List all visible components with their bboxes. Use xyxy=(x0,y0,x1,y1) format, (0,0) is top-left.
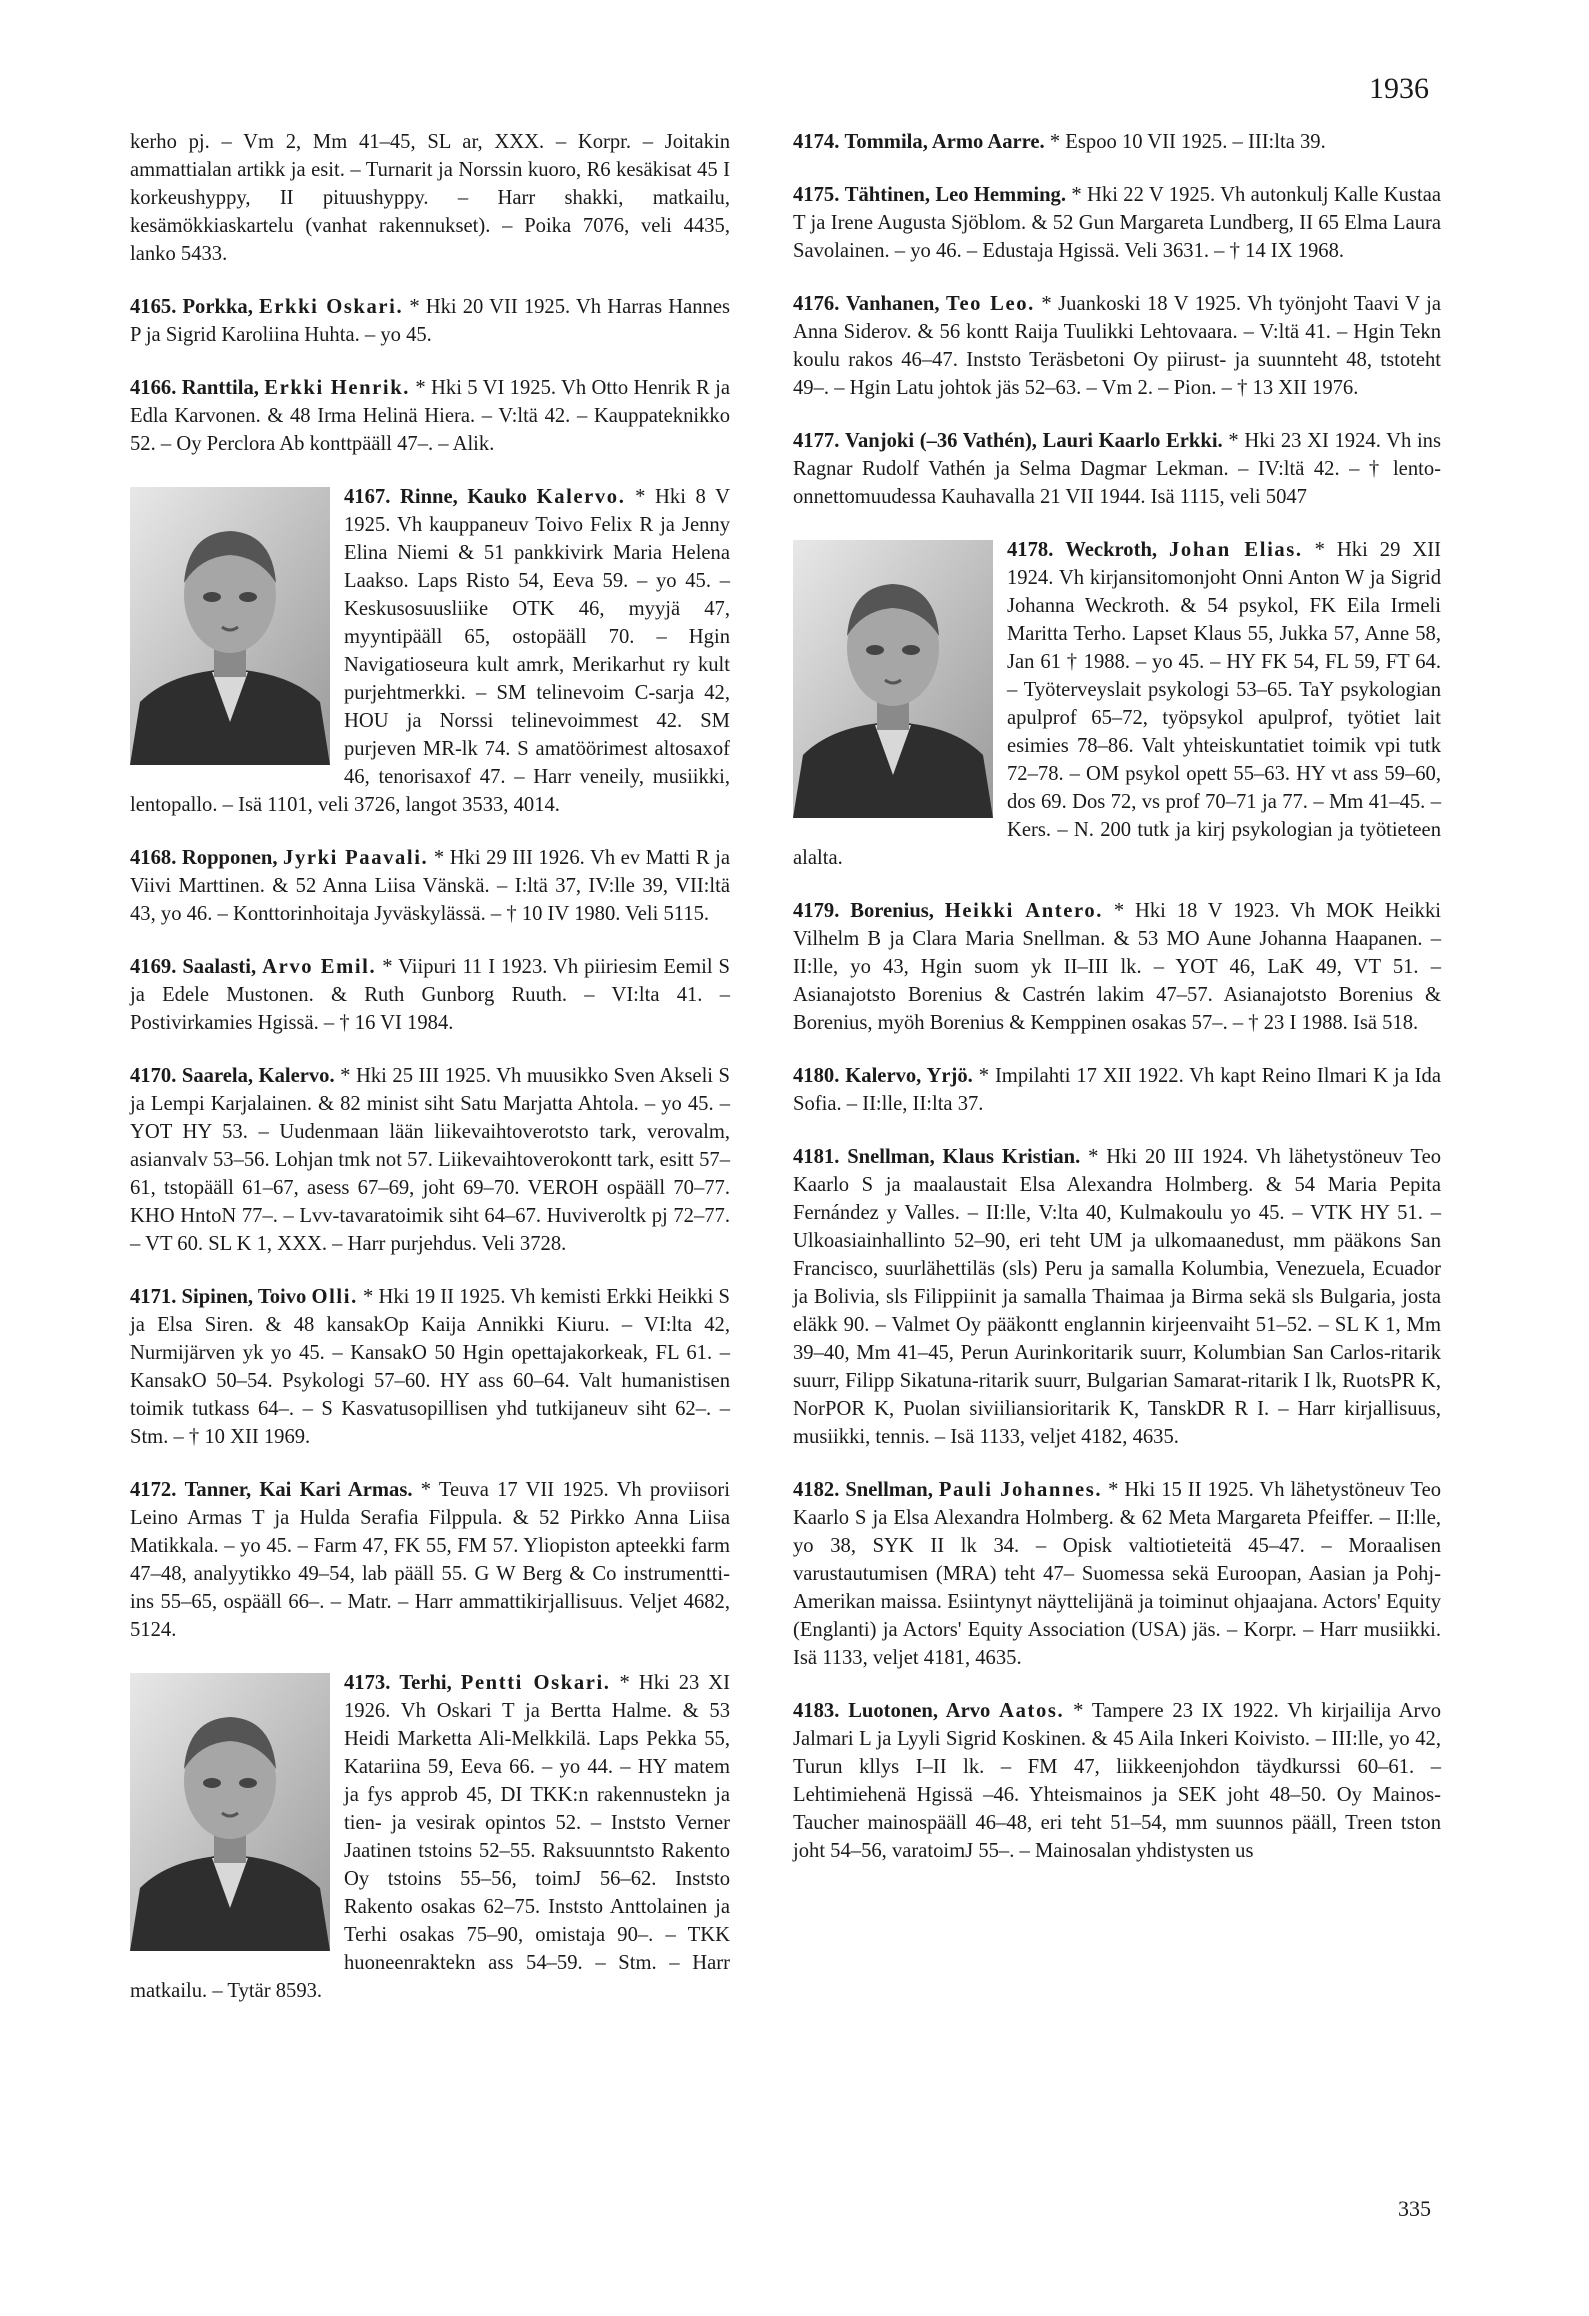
entry-text: * Hki 23 XI 1924. Vh ins Ragnar Rudolf Vathén ja Selma Dagmar Lekman. – IV:ltä 42. – † lento-onnettomuudessa Kauhavalla 21 VII 1944. Isä 1115, veli 5047 xyxy=(793,430,1441,508)
entry-4167 xyxy=(130,483,730,819)
photo-4167 xyxy=(130,487,330,765)
entry-number: 4168. xyxy=(130,847,177,869)
entry-text: * Hki 20 VII 1925. Vh Harras Hannes P ja Sigrid Karoliina Huhta. – yo 45. xyxy=(130,296,730,346)
person-name xyxy=(845,131,1045,153)
given-names: Teo Leo. xyxy=(946,293,1035,315)
entry-continuation xyxy=(130,128,730,268)
given-names: Aatos. xyxy=(999,1700,1065,1722)
entry-number: 4175. xyxy=(793,184,840,206)
given-names: Pentti Oskari. xyxy=(460,1672,611,1694)
person-name xyxy=(845,184,1066,206)
person-name xyxy=(182,377,410,399)
surname: Tähtinen, Leo Hemming. xyxy=(844,184,1066,206)
person-name xyxy=(847,1146,1080,1168)
surname: Snellman, Klaus Kristian. xyxy=(847,1146,1081,1168)
given-names: Jyrki Paavali. xyxy=(283,847,429,869)
entry-number: 4171. xyxy=(130,1286,177,1308)
left-column xyxy=(130,128,730,2030)
surname: Porkka, xyxy=(182,296,253,318)
entry-text: * Viipuri 11 I 1923. Vh piiriesim Eemil S ja Edele Mustonen. & Ruth Gunborg Ruuth. – VI:lta 41. – Postivirkamies Hgissä. – † 16 VI 1984. xyxy=(130,956,730,1034)
entry-text: * Teuva 17 VII 1925. Vh proviisori Leino Armas T ja Hulda Serafia Filppula. & 52 Pirkko Anna Liisa Matikkala. – yo 45. – Farm 47, FK 55, FM 57. Yliopiston apteekki farm 47–48, analyytikko 49–54, lab pääll 55. G W Berg & Co instrumentti-ins 55–65, ospääll 66–. – Matr. – Harr ammattikirjallisuus. Veljet 4682, 5124. xyxy=(130,1479,730,1641)
entry-text: * Hki 15 II 1925. Vh lähetystöneuv Teo Kaarlo S ja Elsa Alexandra Holmberg. & 62 Meta Margareta Pfeiffer. – II:lle, yo 38, SYK II lk 34. – Opisk valtiotieteitä 45–47. – Moraalisen varustautumisen (MRA) teht 47– Suomessa sekä Euroopan, Aasian ja Pohj-Amerikan maissa. Esiintynyt näyttelijänä ja toiminut ohjaajana. Actors' Equity (Englanti) ja Actors' Equity Association (USA) jäs. – Korpr. – Harr musiikki. Isä 1133, veljet 4181, 4635. xyxy=(793,1479,1442,1669)
surname: Kalervo, Yrjö. xyxy=(845,1065,973,1087)
entry-text: * Hki 5 VI 1925. Vh Otto Henrik R ja Edla Karvonen. & 48 Irma Helinä Hiera. – V:ltä 42. – Kauppateknikko 52. – Oy Perclora Ab konttpääll 47–. – Alik. xyxy=(130,377,730,455)
entry-number: 4183. xyxy=(793,1700,840,1722)
entry-number: 4170. xyxy=(130,1065,177,1087)
entry-4165 xyxy=(130,293,730,349)
entry-number: 4172. xyxy=(130,1479,177,1501)
entry-4174 xyxy=(793,128,1441,156)
entry-number: 4180. xyxy=(793,1065,840,1087)
entry-4181 xyxy=(793,1143,1441,1451)
entry-4169 xyxy=(130,953,730,1037)
surname: Vanjoki (–36 Vathén), Lauri Kaarlo Erkki. xyxy=(845,430,1223,452)
entry-4175 xyxy=(793,181,1441,265)
entry-text: * Juankoski 18 V 1925. Vh työnjoht Taavi V ja Anna Siderov. & 56 kontt Raija Tuulikki Lehtovaara. – V:ltä 41. – Hgin Tekn koulu rakos 46–47. Inststo Teräsbetoni Oy piirust- ja suunnteht 48, tstoteht 49–. – Hgin Latu johtok jäs 52–63. – Vm 2. – Pion. – † 13 XII 1976. xyxy=(793,293,1441,399)
entry-number: 4173. xyxy=(344,1672,391,1694)
given-names: Pauli Johannes. xyxy=(938,1479,1103,1501)
photo-4178 xyxy=(793,540,993,818)
entry-4178 xyxy=(793,536,1441,872)
entry-text: * Hki 22 V 1925. Vh autonkulj Kalle Kustaa T ja Irene Augusta Sjöblom. & 52 Gun Margareta Lundberg, II 65 Elma Laura Savolainen. – yo 46. – Edustaja Hgissä. Veli 3631. – † 14 IX 1968. xyxy=(793,184,1441,262)
person-name xyxy=(846,293,1035,315)
given-names: Heikki Antero. xyxy=(944,900,1103,922)
entry-text: * Hki 20 III 1924. Vh lähetystöneuv Teo Kaarlo S ja maalaustait Elsa Alexandra Holmberg. & 54 Maria Pepita Fernández y Valles. – II:lle, V:lta 40, Kulmakoulu yo 45. – VTK HY 51. – Ulkoasiainhallinto 52–90, eri teht UM ja ulkomaanedust, mm pääkons San Francisco, suurlähettiläs (sls) Peru ja samalla Kolumbia, Venezuela, Ecuador ja Bolivia, sls Filippiinit ja samalla Thaimaa ja Birma sekä sls Bulgaria, josta eläkk 90. – Valmet Oy pääkontt englannin kirjeenvaiht 51–52. – SL K 1, Mm 39–40, Mm 41–45, Perun Aurinkoritarik suurr, Kolumbian San Carlos-ritarik suurr, Filipp Sikatuna-ritarik suurr, Bulgarian Samarat-ritarik I lk, RuotsPR K, NorPOR K, Puolan siviiliansioritarik K, TanskDR R I. – Harr kirjallisuus, musiikki, tennis. – Isä 1133, veljet 4182, 4635. xyxy=(793,1146,1442,1448)
surname: Luotonen, Arvo xyxy=(848,1700,991,1722)
entry-number: 4166. xyxy=(130,377,177,399)
entry-4183 xyxy=(793,1697,1441,1865)
person-name xyxy=(845,1065,973,1087)
entry-4179 xyxy=(793,897,1441,1037)
entry-4177 xyxy=(793,427,1441,511)
entry-text: * Hki 29 III 1926. Vh ev Matti R ja Viivi Marttinen. & 52 Anna Liisa Vänskä. – I:ltä 37, IV:lle 39, VII:ltä 43, yo 46. – Konttorinhoitaja Jyväskylässä. – † 10 IV 1980. Veli 5115. xyxy=(130,847,730,925)
surname: Snellman, xyxy=(845,1479,933,1501)
entry-4180 xyxy=(793,1062,1441,1118)
entry-number: 4181. xyxy=(793,1146,840,1168)
person-name xyxy=(1065,539,1302,561)
surname: Saalasti, xyxy=(182,956,257,978)
entry-number: 4169. xyxy=(130,956,177,978)
person-name xyxy=(182,296,403,318)
entry-text: * Hki 25 III 1925. Vh muusikko Sven Akseli S ja Lempi Karjalainen. & 82 minist siht Satu Marjatta Ahtola. – yo 45. – YOT HY 53. – Uudenmaan lään liikevaihtoverotsto tark, verovalm, asianvalv 53–56. Lohjan tmk not 57. Liikevaihtoverokontt tark, esitt 57–61, tstopääll 61–67, asess 67–69, joht 69–70. VEROH ospääll 70–77. KHO HntoN 77–. – Lvv-tavaratoimik siht 64–67. Huviveroltk pj 72–77. – VT 60. SL K 1, XXX. – Harr purjehdus. Veli 3728. xyxy=(130,1065,730,1255)
entry-4168 xyxy=(130,844,730,928)
volume-year: 1936 xyxy=(1369,72,1429,105)
right-column xyxy=(793,128,1441,1890)
person-name xyxy=(182,956,376,978)
entry-text: * Tampere 23 IX 1922. Vh kirjailija Arvo Jalmari L ja Lyyli Sigrid Koskinen. & 45 Aila Inkeri Koivisto. – III:lle, yo 42, Turun kllys I–II lk. – FM 47, liikkeenjohdon täydkurssi 60–61. – Lehtimiehenä Hgissä –46. Yhteismainos ja SEK joht 48–50. Oy Mainos-Taucher mainospääll 46–48, eri teht 51–54, mm suunnos pääll, Treen tston joht 54–56, varatoimJ 55–. – Mainosalan yhdistysten us xyxy=(793,1700,1442,1862)
entry-number: 4174. xyxy=(793,131,840,153)
entry-4176 xyxy=(793,290,1441,402)
person-name xyxy=(400,486,625,508)
entry-4172 xyxy=(130,1476,730,1644)
entry-4182 xyxy=(793,1476,1441,1672)
entry-4170 xyxy=(130,1062,730,1258)
entry-number: 4176. xyxy=(793,293,840,315)
entry-number: 4182. xyxy=(793,1479,840,1501)
surname: Borenius, xyxy=(850,900,934,922)
person-name xyxy=(399,1672,610,1694)
photo-4173 xyxy=(130,1673,330,1951)
surname: Rinne, Kauko xyxy=(399,486,527,508)
person-name xyxy=(182,1286,358,1308)
surname: Terhi, xyxy=(399,1672,452,1694)
entry-text: kerho pj. – Vm 2, Mm 41–45, SL ar, XXX. – Korpr. – Joitakin ammattialan artikk ja esit. – Turnarit ja Norssin kuoro, R6 kesäkisat 45 I korkeushyppy, II pituushyppy. – Harr shakki, matkailu, kesämökkiaskartelu (vanhat rakennukset). – Poika 7076, veli 4435, lanko 5433. xyxy=(130,131,730,265)
person-name xyxy=(845,430,1223,452)
surname: Ranttila, xyxy=(181,377,259,399)
entry-text: * Impilahti 17 XII 1922. Vh kapt Reino Ilmari K ja Ida Sofia. – II:lle, II:lta 37. xyxy=(793,1065,1441,1115)
given-names: Johan Elias. xyxy=(1169,539,1303,561)
page-number: 335 xyxy=(1398,2196,1431,2221)
given-names: Erkki Henrik. xyxy=(264,377,411,399)
surname: Saarela, Kalervo. xyxy=(181,1065,335,1087)
surname: Weckroth, xyxy=(1065,539,1158,561)
entry-text: * Hki 18 V 1923. Vh MOK Heikki Vilhelm B ja Clara Maria Snellman. & 53 MO Aune Johanna Haapanen. – II:lle, yo 43, Hgin suom yk II–III lk. – YOT 46, LaK 49, VT 51. – Asianajotsto Borenius & Castrén lakim 47–57. Asianajotsto Borenius & Borenius, myöh Borenius & Kemppinen osakas 57–. – † 23 I 1988. Isä 518. xyxy=(793,900,1441,1034)
given-names: Arvo Emil. xyxy=(262,956,377,978)
entry-4171 xyxy=(130,1283,730,1451)
entry-text: * Hki 8 V 1925. Vh kauppaneuv Toivo Felix R ja Jenny Elina Niemi & 51 pankkivirk Maria Helena Laakso. Laps Risto 54, Eeva 59. – yo 45. – Keskusosuusliike OTK 46, myyjä 47, myyntipääll 65, ostopääll 70. – Hgin Navigatioseura kult amrk, Merikarhut ry kult purjehtmerkki. – SM telinevoim C-sarja 42, HOU ja Norssi telinevoimmest 42. SM purjeven MR-lk 74. S amatöörimest altosaxof 46, tenorisaxof 47. – Harr veneily, musiikki, lentopallo. – Isä 1101, veli 3726, langot 3533, 4014. xyxy=(130,486,730,816)
entry-4166 xyxy=(130,374,730,458)
surname: Vanhanen, xyxy=(845,293,940,315)
entry-text: * Espoo 10 VII 1925. – III:lta 39. xyxy=(1049,131,1326,153)
entry-text: * Hki 23 XI 1926. Vh Oskari T ja Bertta Halme. & 53 Heidi Marketta Ali-Melkkilä. Laps Pekka 55, Katariina 59, Eeva 66. – yo 44. – HY matem ja fys approb 45, DI TKK:n rakennustekn ja tien- ja vesirak opintos 52. – Inststo Verner Jaatinen tstoins 52–55. Raksuunntsto Rakento Oy tstoins 55–56, toimJ 56–62. Inststo Rakento osakas 62–75. Inststo Anttolainen ja Terhi osakas 75–90, omistaja 90–. – TKK huoneenraktekn ass 54–59. – Stm. – Harr matkailu. – Tytär 8593. xyxy=(130,1672,730,2002)
entry-4173 xyxy=(130,1669,730,2005)
person-name xyxy=(182,1065,335,1087)
entry-number: 4179. xyxy=(793,900,840,922)
person-name xyxy=(185,1479,413,1501)
person-name xyxy=(850,900,1103,922)
entry-number: 4177. xyxy=(793,430,840,452)
given-names: Kalervo. xyxy=(536,486,626,508)
entry-number: 4178. xyxy=(1007,539,1054,561)
entry-number: 4165. xyxy=(130,296,177,318)
entry-number: 4167. xyxy=(344,486,391,508)
given-names: Erkki Oskari. xyxy=(258,296,404,318)
entry-text: * Hki 19 II 1925. Vh kemisti Erkki Heikki S ja Elsa Siren. & 48 kansakOp Kaija Annikki Kiuru. – VI:lta 42, Nurmijärven yk yo 45. – KansakO 50 Hgin opettajakorkeak, FL 61. – KansakO 50–54. Psykologi 57–60. HY ass 60–64. Valt humanistisen toimik tutkass 64–. – S Kasvatusopillisen yhd tutkijaneuv siht 62–. – Stm. – † 10 XII 1969. xyxy=(130,1286,730,1448)
entry-text: * Hki 29 XII 1924. Vh kirjansitomonjoht Onni Anton W ja Sigrid Johanna Weckroth. & 54 psykol, FK Eila Irmeli Maritta Terho. Lapset Klaus 55, Jukka 57, Anne 58, Jan 61 † 1988. – yo 45. – HY FK 54, FL 59, FT 64. – Työterveyslait psykologi 53–65. TaY psykologian apulprof 65–72, työpsykol apulprof, työtiet lait esimies 78–86. Valt yhteiskuntatiet toimik vpi tutk 72–78. – OM psykol opett 55–63. HY vt ass 59–60, dos 69. Dos 72, vs prof 70–71 ja 77. – Mm 41–45. – Kers. – N. 200 tutk ja kirj psykologian ja työtieteen alalta. xyxy=(793,539,1441,869)
surname: Tommila, Armo Aarre. xyxy=(844,131,1045,153)
person-name xyxy=(845,1479,1102,1501)
surname: Sipinen, Toivo xyxy=(181,1286,307,1308)
person-name xyxy=(848,1700,1064,1722)
surname: Tanner, Kai Kari Armas. xyxy=(184,1479,413,1501)
person-name xyxy=(182,847,428,869)
surname: Ropponen, xyxy=(181,847,278,869)
given-names: Olli. xyxy=(311,1286,358,1308)
